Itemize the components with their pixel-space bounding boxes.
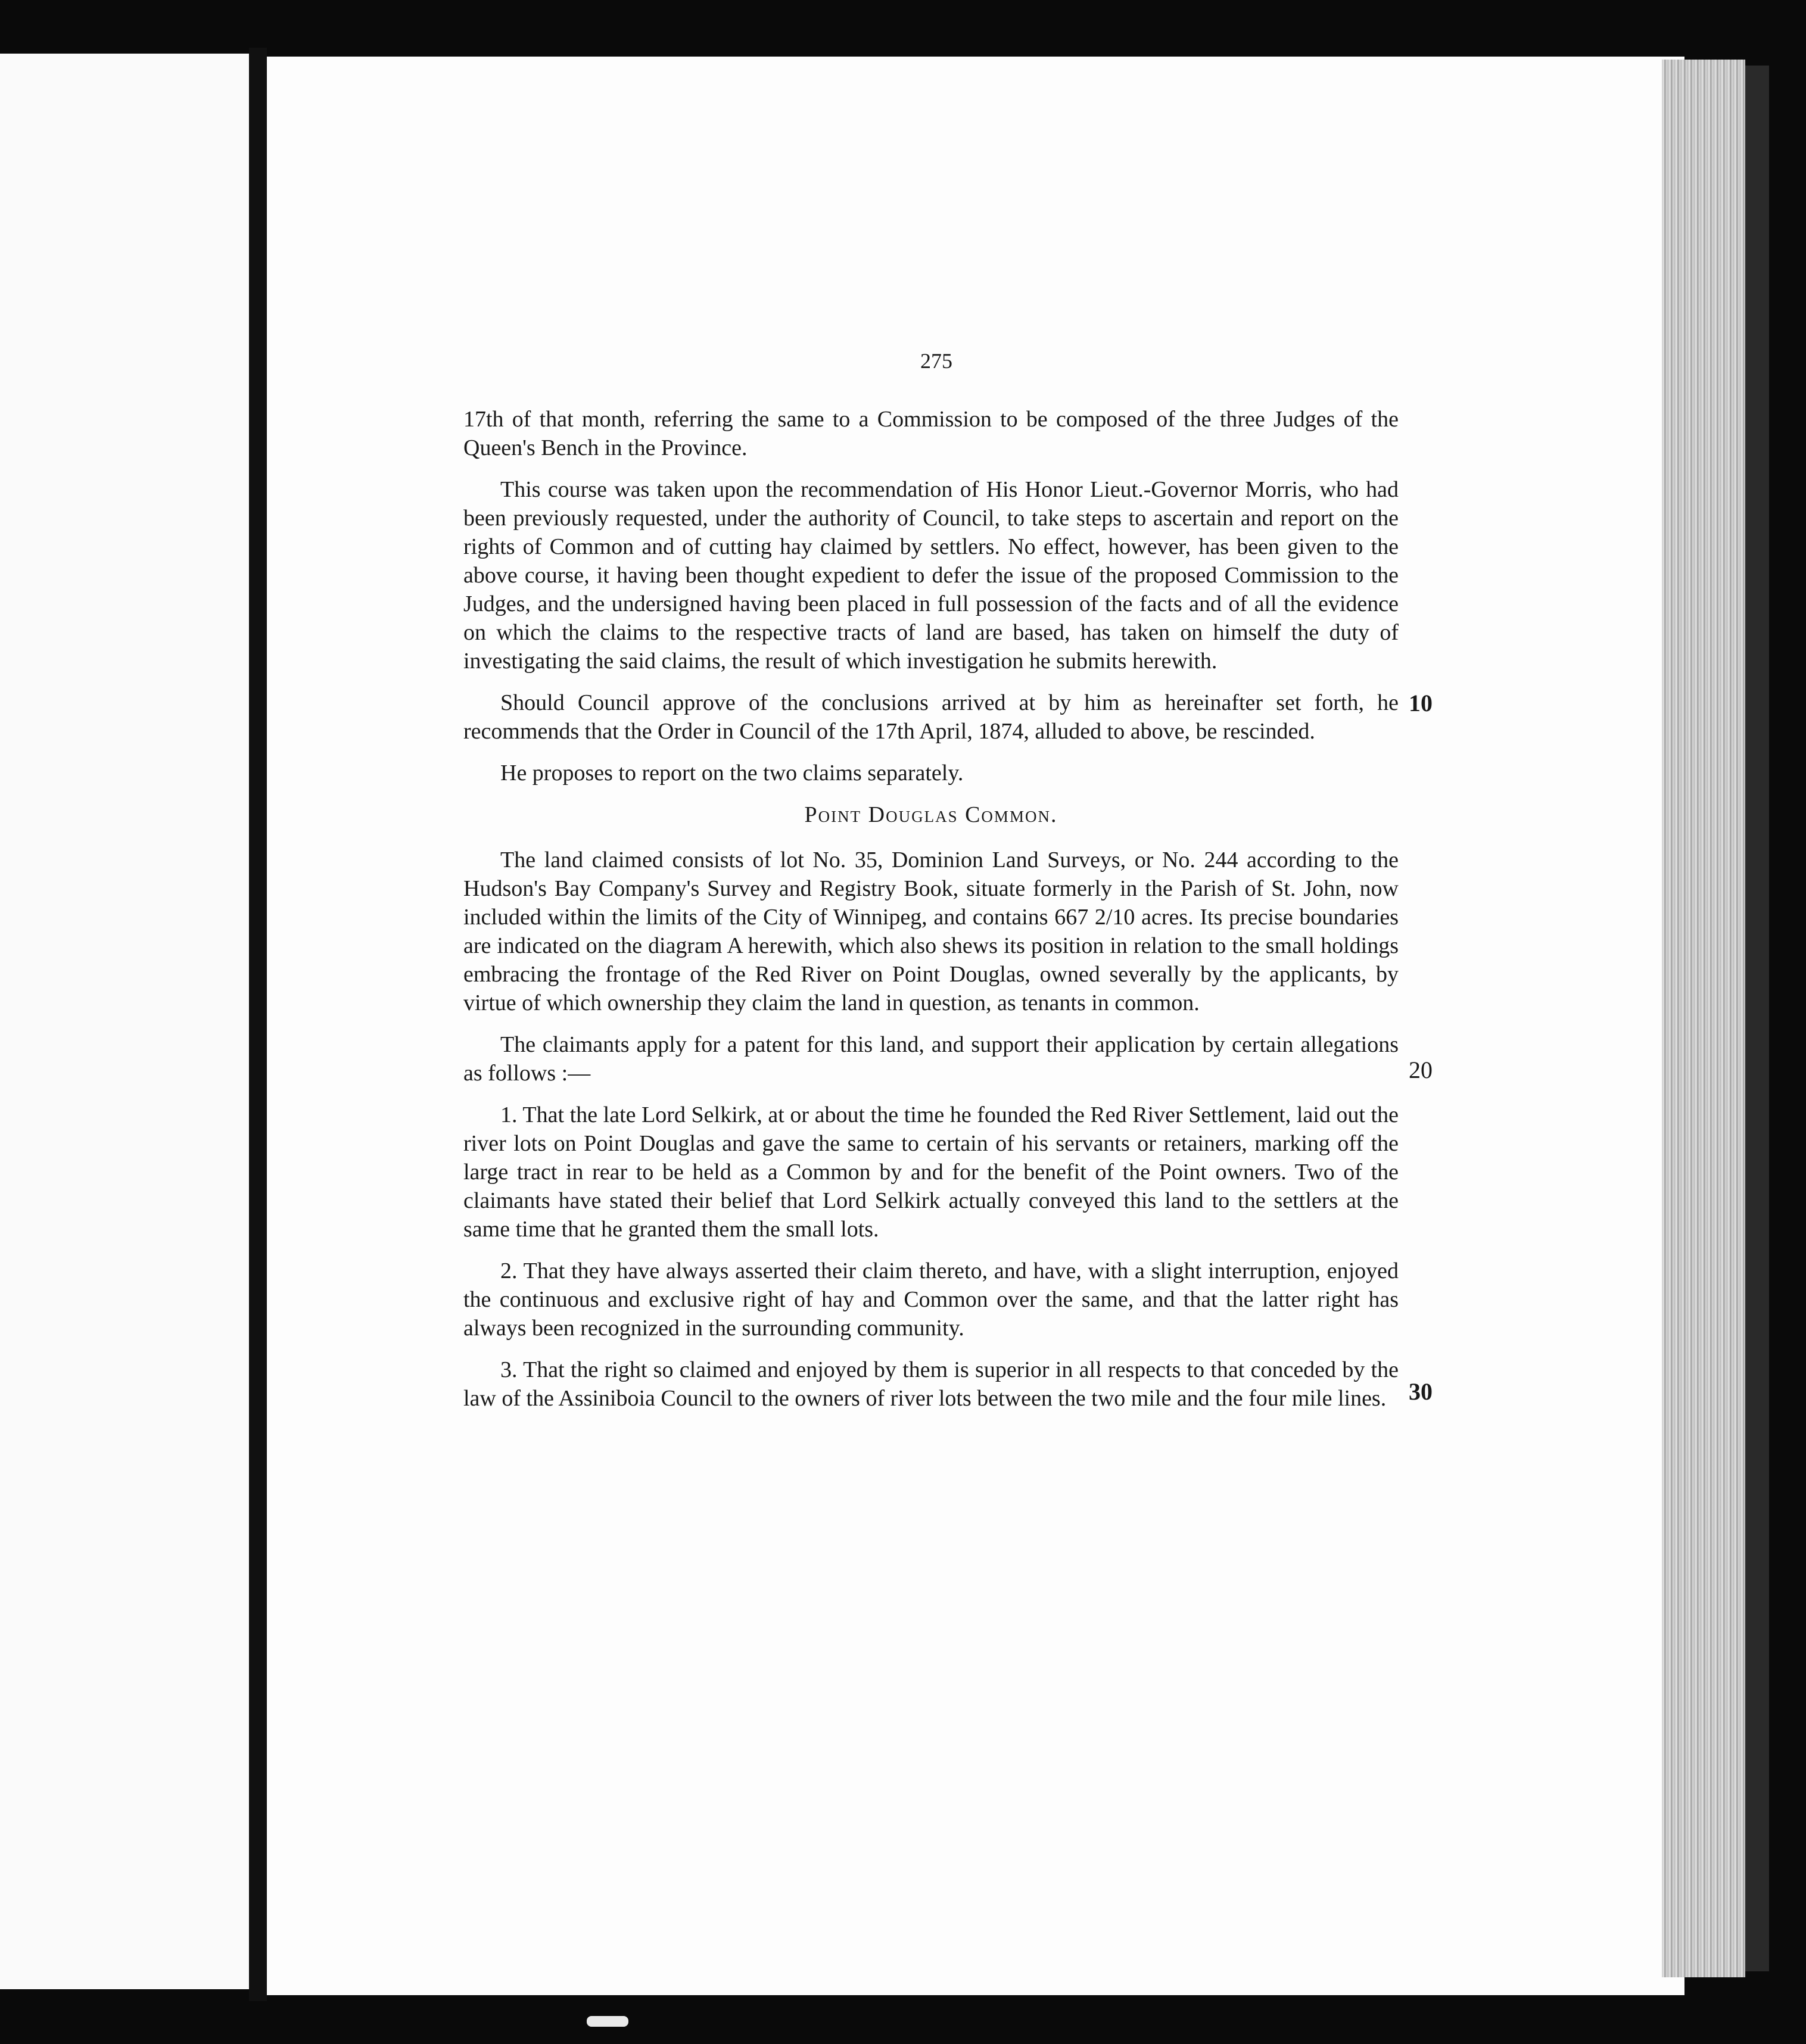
line-number-marker: 10 — [1409, 690, 1433, 716]
left-page-blank — [0, 54, 249, 1989]
paragraph: Should Council approve of the conclusions arrived at by him as hereinafter set forth, he recommends that the Order in Council of the 17th April, 1874, alluded to above, be rescinded. — [463, 690, 1399, 744]
line-number-marker: 20 — [1409, 1057, 1433, 1083]
section-heading: Point Douglas Common. — [804, 802, 1058, 827]
paragraph: 1. That the late Lord Selkirk, at or about the time he founded the Red River Settlement, laid out the river lots on Point Douglas and gave the same to certain of his servants or retainers, marking off the large tract in rear to be held as a Common by and for the benefit of the Point owners. Two of the claimants have stated their belief that Lord Selkirk actually conveyed this land to the settlers at the same time that he granted them the small lots. — [463, 1102, 1399, 1242]
paragraph: 2. That they have always asserted their claim thereto, and have, with a slight interruption, enjoyed the continuous and exclusive right of hay and Common over the same, and that the latter right has always been recognized in the surrounding community. — [463, 1258, 1399, 1341]
paragraph: The claimants apply for a patent for this land, and support their application by certain allegations as follows :— — [463, 1032, 1399, 1086]
page-number: 275 — [920, 349, 952, 373]
book-cover-edge — [1745, 66, 1769, 1971]
book-gutter — [249, 48, 267, 2001]
paragraph: He proposes to report on the two claims separately. — [500, 761, 964, 786]
line-number-marker: 30 — [1409, 1378, 1433, 1405]
paragraph: This course was taken upon the recommendation of His Honor Lieut.-Governor Morris, who had been previously requested, under the authority of Council, to take steps to ascertain and report on the rights of Common and of cutting hay claimed by settlers. No effect, however, has been given to the above course, it having been thought expedient to defer the issue of the proposed Commission to the Judges, and the undersigned having been placed in full possession of the facts and of all the evidence on which the claims to the respective tracts of land are based, has taken on himself the duty of investigating the said claims, the result of which investigation he submits herewith. — [463, 477, 1399, 674]
paragraph: The land claimed consists of lot No. 35, Dominion Land Surveys, or No. 244 according to the Hudson's Bay Company's Survey and Registry Book, situate formerly in the Parish of St. John, now included within the limits of the City of Winnipeg, and contains 667 2/10 acres. Its precise boundaries are indicated on the diagram A herewith, which also shews its position in relation to the small holdings embracing the frontage of the Red River on Point Douglas, owned severally by the applicants, by virtue of which ownership they claim the land in question, as tenants in common. — [463, 847, 1399, 1015]
scan-artifact — [587, 2016, 628, 2027]
page-body — [463, 405, 1399, 1426]
page-edges — [1662, 60, 1745, 1977]
paragraph: 3. That the right so claimed and enjoyed by them is superior in all respects to that conceded by the law of the Assiniboia Council to the owners of river lots between the two mile and the four mile lines. — [463, 1357, 1399, 1411]
paragraph: 17th of that month, referring the same to a Commission to be composed of the three Judges of the Queen's Bench in the Province. — [463, 407, 1399, 460]
